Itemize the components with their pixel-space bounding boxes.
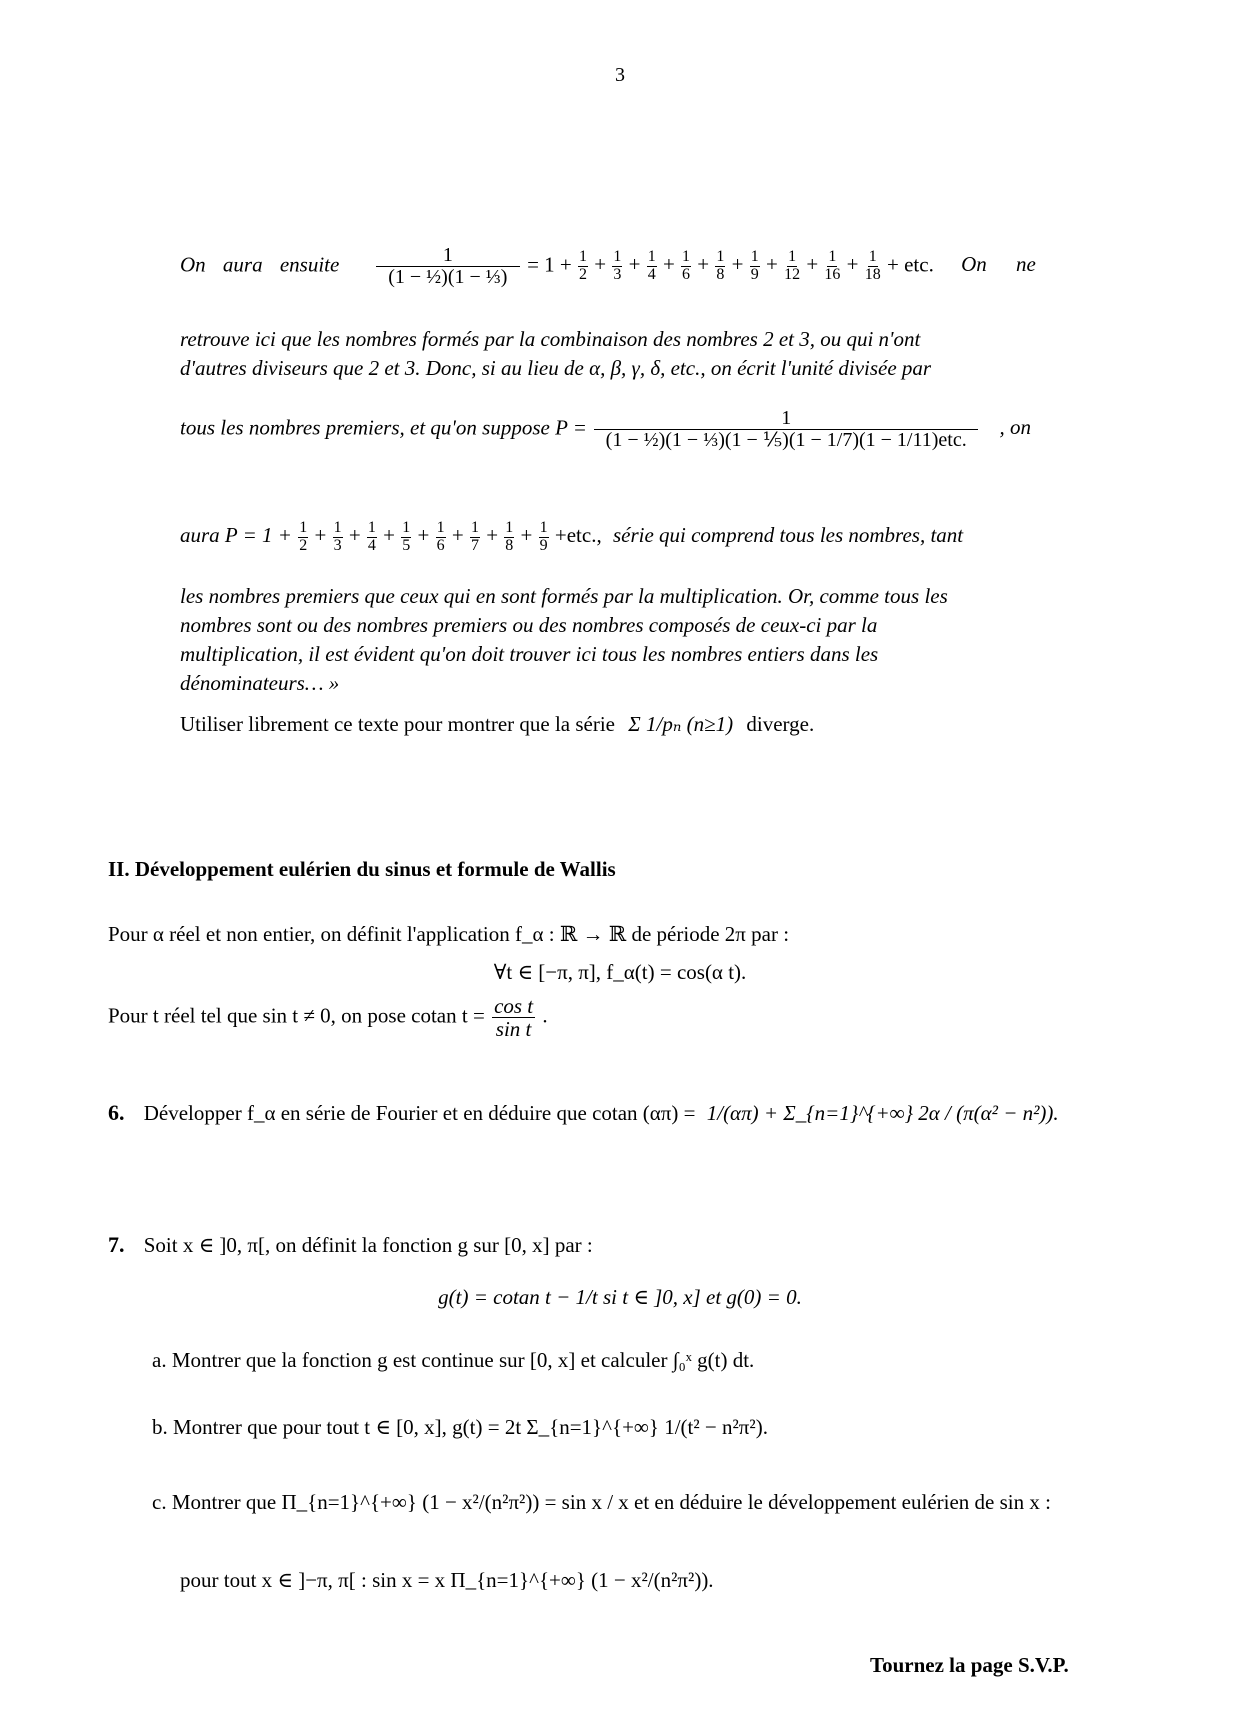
intro-series-term: $\frac{1}{4}$ [647, 248, 656, 283]
cotan-lead: Pour t réel tel que sin t ≠ 0, on pose cotan t = [108, 1003, 485, 1028]
p-series-term: $\frac{1}{8}$ [505, 519, 514, 554]
intro-series-term: $\frac{1}{18}$ [864, 248, 881, 283]
p-definition-tail: , on [999, 415, 1031, 440]
p-series-term: $\frac{1}{2}$ [299, 519, 308, 554]
question-7a: a. Montrer que la fonction g est continue sur [0, x] et calculer ∫₀ˣ g(t) dt. [152, 1348, 755, 1372]
p-definition-lead: tous les nombres premiers, et qu'on suppose P = [180, 415, 587, 440]
intro-line-4 [180, 408, 1115, 451]
intro-series-term: $\frac{1}{9}$ [750, 248, 759, 283]
question-6-equation: 1/(απ) + Σ_{n=1}^{+∞} 2α / (π(α² − n²)). [706, 1101, 1059, 1125]
section-2-title: II. Développement eulérien du sinus et formule de Wallis [108, 857, 616, 881]
intro-series-term: $\frac{1}{8}$ [716, 248, 725, 283]
question-6-text: Développer f_α en série de Fourier et en déduire que cotan (απ) = [143, 1101, 696, 1125]
question-7-intro: Soit x ∈ ]0, π[, on définit la fonction g sur [0, x] par : [143, 1233, 593, 1257]
p-series-lead: aura P = 1 + [180, 523, 292, 548]
question-6-number: 6. [108, 1100, 125, 1125]
cotan-fraction: $\frac{\text{cos t}}{\text{sin t}}$ [494, 994, 534, 1042]
task-lead: Utiliser librement ce texte pour montrer que la série [180, 712, 616, 736]
intro-lhs-fraction: $\frac{1}{\text{(1 − ½)(1 − ⅓)}}$ [376, 245, 520, 288]
intro-series-term: $\frac{1}{16}$ [824, 248, 841, 283]
p-series-terms: $\frac{1}{2}$ + $\frac{1}{3}$ + $\frac{1}{4}$ + $\frac{1}{5}$ + $\frac{1}{6}$ + $\frac{1}{7}$ + $\frac{1}{8}$ + $\frac{1}{9}$ [299, 519, 548, 554]
footer-turn-page: Tournez la page S.V.P. [870, 1653, 1069, 1677]
intro-line-5 [180, 520, 1115, 555]
cotan-definition: Pour t réel tel que sin t ≠ 0, on pose cotan t = $\frac{\text{cos t}}{\text{sin t}}$ . [108, 994, 548, 1042]
p-series-term: $\frac{1}{9}$ [539, 519, 548, 554]
p-series-term: $\frac{1}{4}$ [367, 519, 376, 554]
p-fraction: $\frac{1}{\text{(1 − ½)(1 − ⅓)(1 − ⅕)(1 − 1/7)(1 − 1/11)etc.}}$ [594, 408, 978, 451]
p-series-tail: série qui comprend tous les nombres, tant [612, 523, 964, 548]
p-series-term: $\frac{1}{5}$ [402, 519, 411, 554]
question-6 [108, 1100, 1059, 1126]
intro-series-term: $\frac{1}{3}$ [613, 248, 622, 283]
intro-series-term: $\frac{1}{6}$ [682, 248, 691, 283]
question-7b: b. Montrer que pour tout t ∈ [0, x], g(t) = 2t Σ_{n=1}^{+∞} 1/(t² − n²π²). [152, 1415, 768, 1439]
p-series-term: $\frac{1}{3}$ [333, 519, 342, 554]
question-7c-conclusion: pour tout x ∈ ]−π, π[ : sin x = x Π_{n=1}^{+∞} (1 − x²/(n²π²)). [180, 1568, 714, 1592]
question-7-number: 7. [108, 1232, 125, 1257]
p-series-term: $\frac{1}{7}$ [470, 519, 479, 554]
series-prefix: = 1 + [527, 252, 572, 277]
page-number: 3 [615, 64, 625, 86]
task-line [180, 712, 814, 737]
question-7-def: g(t) = cotan t − 1/t si t ∈ ]0, x] et g(0) = 0. [438, 1285, 802, 1309]
intro-line-9: dénominateurs… » [180, 671, 340, 695]
section-2-def-line: Pour α réel et non entier, on définit l'application f_α : ℝ → ℝ de période 2π par : [108, 922, 790, 946]
intro-series-term: $\frac{1}{12}$ [784, 248, 801, 283]
question-7c: c. Montrer que Π_{n=1}^{+∞} (1 − x²/(n²π²)) = sin x / x et en déduire le développement eulérien de sin x : [152, 1490, 1051, 1514]
p-series-etc: +etc., [554, 523, 602, 548]
intro-line-1 [180, 245, 1115, 288]
intro-tail: On ne [961, 252, 1036, 277]
intro-line-3: d'autres diviseurs que 2 et 3. Donc, si au lieu de α, β, γ, δ, etc., on écrit l'unité divisée par [180, 356, 932, 380]
intro-line-2: retrouve ici que les nombres formés par la combinaison des nombres 2 et 3, ou qui n'ont [180, 327, 921, 351]
intro-line-8: multiplication, il est évident qu'on doit trouver ici tous les nombres entiers dans les [180, 642, 879, 666]
question-7 [108, 1232, 593, 1258]
task-tail: diverge. [746, 712, 815, 736]
intro-series-term: $\frac{1}{2}$ [579, 248, 588, 283]
section-2-def-eq: ∀t ∈ [−π, π], f_α(t) = cos(α t). [493, 960, 747, 984]
intro-line-7: nombres sont ou des nombres premiers ou des nombres composés de ceux-ci par la [180, 613, 878, 637]
task-sum: Σ 1/pₙ (n≥1) [628, 712, 734, 736]
intro-lead: On aura ensuite [180, 252, 340, 277]
intro-series-terms: $\frac{1}{2}$ + $\frac{1}{3}$ + $\frac{1}{4}$ + $\frac{1}{6}$ + $\frac{1}{8}$ + $\frac{1}{9}$ + $\frac{1}{12}$ + $\frac{1}{16}$ + $\frac{1}{18}$ [579, 248, 881, 283]
p-series-term: $\frac{1}{6}$ [436, 519, 445, 554]
intro-line-6: les nombres premiers que ceux qui en sont formés par la multiplication. Or, comme tous les [180, 584, 948, 608]
series-suffix: + etc. [887, 252, 934, 277]
